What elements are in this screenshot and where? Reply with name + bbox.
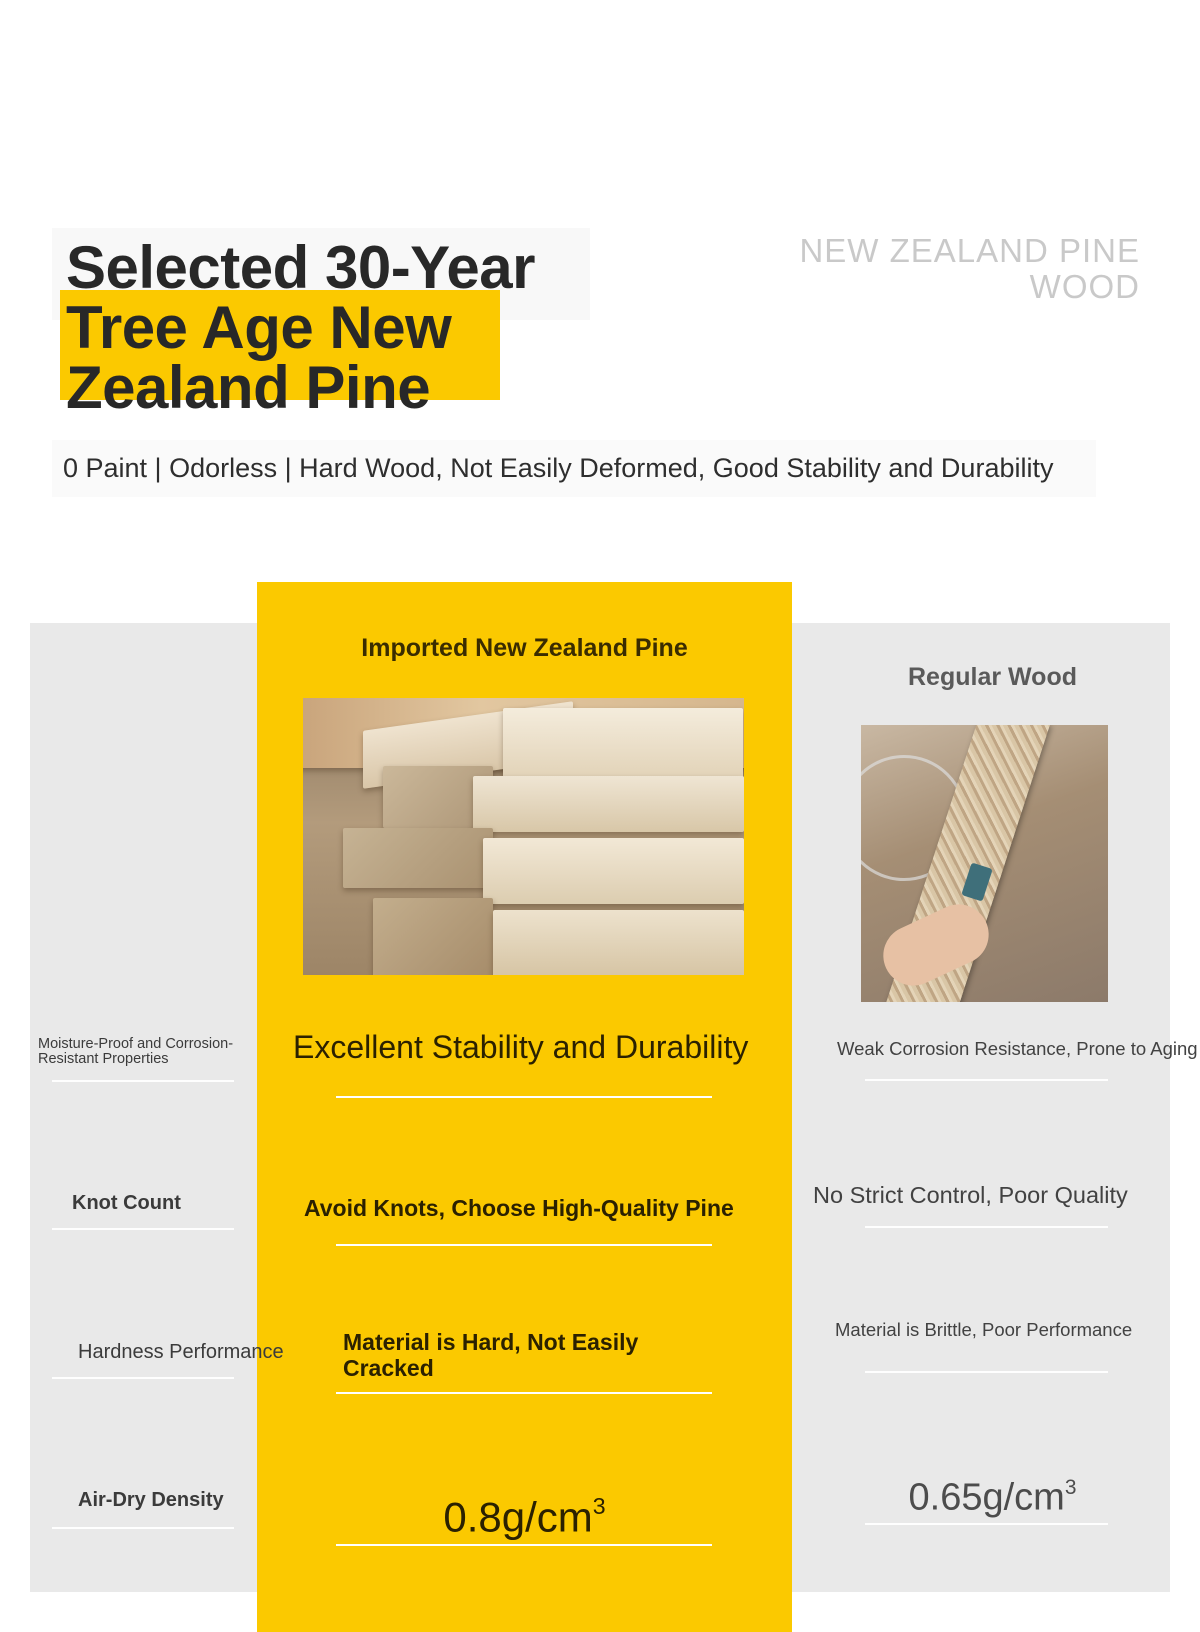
row-divider	[336, 1544, 712, 1546]
row-divider	[865, 1226, 1108, 1228]
nz-density-number: 0.8g/cm	[443, 1493, 593, 1541]
row-divider	[865, 1523, 1108, 1525]
row-divider	[336, 1096, 712, 1098]
regular-hardness-value: Material is Brittle, Poor Performance	[835, 1319, 1133, 1340]
row-label-moisture-proof: Moisture-Proof and Corrosion-Resistant Properties	[38, 1036, 234, 1067]
nz-density-unit-exponent: 3	[592, 1493, 606, 1519]
regular-density-value	[860, 1466, 1125, 1520]
regular-moisture-value: Weak Corrosion Resistance, Prone to Aging	[837, 1038, 1198, 1059]
photo-board	[473, 776, 744, 832]
page-subtitle: 0 Paint | Odorless | Hard Wood, Not Easily Deformed, Good Stability and Durability	[63, 453, 1054, 483]
regular-density-unit-exponent: 3	[1064, 1476, 1077, 1499]
photo-board	[483, 838, 744, 904]
nz-pine-header: Imported New Zealand Pine	[361, 634, 688, 662]
row-divider	[52, 1527, 234, 1529]
page-title: Selected 30-Year Tree Age New Zealand Pine	[66, 234, 535, 421]
photo-board	[493, 910, 744, 975]
row-divider	[865, 1079, 1108, 1081]
nz-knot-value: Avoid Knots, Choose High-Quality Pine	[304, 1195, 734, 1221]
stacked-pine-boards-photo	[303, 698, 744, 975]
row-divider	[336, 1392, 712, 1394]
row-divider	[52, 1228, 234, 1230]
regular-density-number: 0.65g/cm	[908, 1476, 1065, 1519]
row-divider	[336, 1244, 712, 1246]
row-divider	[52, 1080, 234, 1082]
row-label-knot-count: Knot Count	[72, 1192, 181, 1214]
photo-board-end	[343, 828, 493, 888]
regular-knot-value: No Strict Control, Poor Quality	[813, 1182, 1128, 1208]
nz-hardness-value: Material is Hard, Not Easily Cracked	[343, 1329, 639, 1381]
photo-board-end	[373, 898, 493, 975]
regular-wood-header: Regular Wood	[908, 663, 1077, 691]
brand-tag: NEW ZEALAND PINE WOOD	[799, 232, 1140, 305]
particle-board-photo	[861, 725, 1108, 1002]
nz-density-value	[257, 1482, 792, 1541]
photo-board	[503, 708, 743, 778]
row-label-air-dry-density: Air-Dry Density	[78, 1489, 224, 1511]
row-divider	[865, 1371, 1108, 1373]
row-divider	[52, 1377, 234, 1379]
nz-moisture-value: Excellent Stability and Durability	[293, 1029, 749, 1065]
row-label-hardness: Hardness Performance	[78, 1341, 284, 1363]
